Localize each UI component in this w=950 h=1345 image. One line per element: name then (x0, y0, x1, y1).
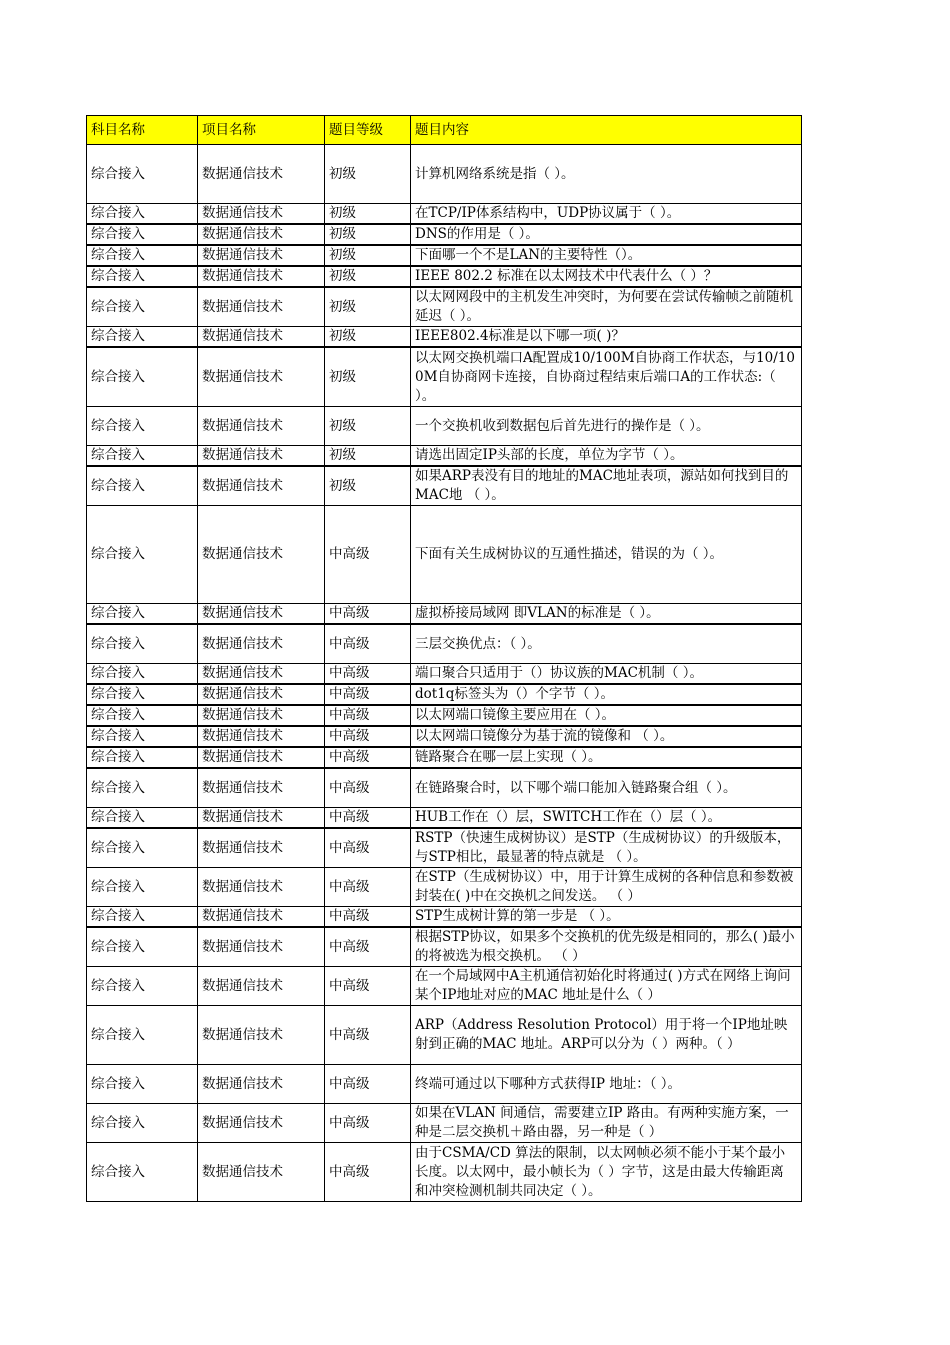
cell-content[interactable]: 计算机网络系统是指（ ）。 (411, 145, 802, 204)
cell-content[interactable]: 由于CSMA/CD 算法的限制，以太网帧必须不能小于某个最小长度。以太网中，最小帧长为（ ）字节，这是由最大传输距离和冲突检测机制共同决定（ ）。 (411, 1143, 802, 1202)
cell-project[interactable]: 数据通信技术 (198, 808, 325, 829)
cell-content[interactable]: ARP（Address Resolution Protocol）用于将一个IP地址映射到正确的MAC 地址。ARP可以分为（ ）两种。（ ） (411, 1006, 802, 1065)
cell-level[interactable]: 中高级 (325, 506, 411, 604)
cell-project[interactable]: 数据通信技术 (198, 466, 325, 506)
cell-project[interactable]: 数据通信技术 (198, 927, 325, 967)
cell-subject[interactable]: 综合接入 (87, 204, 198, 225)
cell-subject[interactable]: 综合接入 (87, 828, 198, 868)
table-row (87, 868, 802, 907)
cell-level[interactable]: 初级 (325, 145, 411, 204)
cell-level[interactable]: 初级 (325, 245, 411, 266)
cell-project[interactable]: 数据通信技术 (198, 446, 325, 467)
table-row (87, 726, 802, 747)
cell-level[interactable]: 中高级 (325, 1104, 411, 1143)
header-level[interactable]: 题目等级 (325, 116, 411, 145)
cell-level[interactable]: 中高级 (325, 604, 411, 625)
table-row (87, 624, 802, 664)
cell-level[interactable]: 中高级 (325, 967, 411, 1006)
cell-subject[interactable]: 综合接入 (87, 726, 198, 747)
cell-project[interactable]: 数据通信技术 (198, 684, 325, 705)
cell-subject[interactable]: 综合接入 (87, 705, 198, 726)
cell-level[interactable]: 中高级 (325, 1006, 411, 1065)
cell-subject[interactable]: 综合接入 (87, 446, 198, 467)
table-row (87, 245, 802, 266)
cell-subject[interactable]: 综合接入 (87, 868, 198, 907)
cell-project[interactable]: 数据通信技术 (198, 868, 325, 907)
cell-content[interactable]: DNS的作用是（ ）。 (411, 224, 802, 245)
cell-project[interactable]: 数据通信技术 (198, 604, 325, 625)
table-row (87, 1143, 802, 1202)
cell-level[interactable]: 中高级 (325, 664, 411, 685)
cell-level[interactable]: 初级 (325, 347, 411, 407)
cell-content[interactable]: IEEE802.4标准是以下哪一项( )？ (411, 327, 802, 348)
table-row (87, 927, 802, 967)
cell-content[interactable]: 在一个局域网中A主机通信初始化时将通过( )方式在网络上询问某个IP地址对应的MAC 地址是什么（ ） (411, 967, 802, 1006)
cell-subject[interactable]: 综合接入 (87, 506, 198, 604)
cell-content[interactable]: 以太网端口镜像分为基于流的镜像和 （ ）。 (411, 726, 802, 747)
cell-project[interactable]: 数据通信技术 (198, 726, 325, 747)
cell-content[interactable]: 根据STP协议，如果多个交换机的优先级是相同的，那么( )最小的将被选为根交换机。 （ ） (411, 927, 802, 967)
table-row (87, 446, 802, 467)
header-subject[interactable]: 科目名称 (87, 116, 198, 145)
cell-subject[interactable]: 综合接入 (87, 768, 198, 808)
cell-project[interactable]: 数据通信技术 (198, 407, 325, 446)
table-row (87, 266, 802, 287)
cell-project[interactable]: 数据通信技术 (198, 266, 325, 287)
table-row (87, 967, 802, 1006)
cell-level[interactable]: 初级 (325, 466, 411, 506)
table-row (87, 506, 802, 604)
cell-subject[interactable]: 综合接入 (87, 747, 198, 768)
cell-project[interactable]: 数据通信技术 (198, 747, 325, 768)
cell-project[interactable]: 数据通信技术 (198, 245, 325, 266)
cell-project[interactable]: 数据通信技术 (198, 1143, 325, 1202)
cell-project[interactable]: 数据通信技术 (198, 705, 325, 726)
table-row (87, 828, 802, 868)
cell-subject[interactable]: 综合接入 (87, 145, 198, 204)
cell-content[interactable]: 在STP（生成树协议）中，用于计算生成树的各种信息和参数被封装在( )中在交换机之间发送。 （ ） (411, 868, 802, 907)
cell-content[interactable]: 链路聚合在哪一层上实现（ ）。 (411, 747, 802, 768)
cell-content[interactable]: 在链路聚合时，以下哪个端口能加入链路聚合组（ ）。 (411, 768, 802, 808)
cell-subject[interactable]: 综合接入 (87, 466, 198, 506)
table-row (87, 808, 802, 829)
table-row (87, 768, 802, 808)
cell-project[interactable]: 数据通信技术 (198, 1006, 325, 1065)
cell-subject[interactable]: 综合接入 (87, 245, 198, 266)
cell-subject[interactable]: 综合接入 (87, 907, 198, 928)
cell-content[interactable]: 端口聚合只适用于（）协议族的MAC机制（ ）。 (411, 664, 802, 685)
cell-content[interactable]: 终端可通过以下哪种方式获得IP 地址：（ ）。 (411, 1065, 802, 1104)
cell-subject[interactable]: 综合接入 (87, 684, 198, 705)
table-row (87, 327, 802, 348)
cell-project[interactable]: 数据通信技术 (198, 224, 325, 245)
table-row (87, 1104, 802, 1143)
cell-level[interactable]: 中高级 (325, 624, 411, 664)
cell-level[interactable]: 初级 (325, 327, 411, 348)
cell-level[interactable]: 初级 (325, 266, 411, 287)
table-row (87, 907, 802, 928)
table-row (87, 664, 802, 685)
cell-level[interactable]: 中高级 (325, 868, 411, 907)
table-row (87, 747, 802, 768)
cell-content[interactable]: 请选出固定IP头部的长度，单位为字节（ ）。 (411, 446, 802, 467)
cell-subject[interactable]: 综合接入 (87, 664, 198, 685)
cell-project[interactable]: 数据通信技术 (198, 1104, 325, 1143)
cell-subject[interactable]: 综合接入 (87, 1143, 198, 1202)
cell-subject[interactable]: 综合接入 (87, 266, 198, 287)
cell-content[interactable]: 如果在VLAN 间通信，需要建立IP 路由。有两种实施方案，一种是二层交换机＋路由器，另一种是（ ） (411, 1104, 802, 1143)
cell-level[interactable]: 中高级 (325, 808, 411, 829)
cell-content[interactable]: RSTP（快速生成树协议）是STP（生成树协议）的升级版本，与STP相比，最显著的特点就是 （ ）。 (411, 828, 802, 868)
cell-level[interactable]: 中高级 (325, 1143, 411, 1202)
cell-project[interactable]: 数据通信技术 (198, 204, 325, 225)
cell-content[interactable]: dot1q标签头为（）个字节（ ）。 (411, 684, 802, 705)
cell-content[interactable]: 虚拟桥接局域网 即VLAN的标准是（ ）。 (411, 604, 802, 625)
header-row (87, 116, 802, 145)
table-row (87, 407, 802, 446)
cell-subject[interactable]: 综合接入 (87, 327, 198, 348)
cell-project[interactable]: 数据通信技术 (198, 624, 325, 664)
cell-subject[interactable]: 综合接入 (87, 287, 198, 327)
cell-subject[interactable]: 综合接入 (87, 1006, 198, 1065)
cell-level[interactable]: 中高级 (325, 705, 411, 726)
cell-subject[interactable]: 综合接入 (87, 224, 198, 245)
cell-content[interactable]: STP生成树计算的第一步是 （ ）。 (411, 907, 802, 928)
cell-content[interactable]: 在TCP/IP体系结构中，UDP协议属于（ ）。 (411, 204, 802, 225)
cell-project[interactable]: 数据通信技术 (198, 506, 325, 604)
table-row (87, 604, 802, 625)
cell-content[interactable]: 以太网网段中的主机发生冲突时，为何要在尝试传输帧之前随机延迟（ ）。 (411, 287, 802, 327)
spreadsheet (86, 115, 801, 1202)
cell-content[interactable]: 一个交换机收到数据包后首先进行的操作是（ ）。 (411, 407, 802, 446)
table-row (87, 1065, 802, 1104)
cell-level[interactable]: 初级 (325, 287, 411, 327)
cell-level[interactable]: 中高级 (325, 768, 411, 808)
cell-content[interactable]: 以太网端口镜像主要应用在（ ）。 (411, 705, 802, 726)
table-row (87, 287, 802, 327)
cell-level[interactable]: 中高级 (325, 684, 411, 705)
table-row (87, 224, 802, 245)
cell-content[interactable]: HUB工作在（）层，SWITCH工作在（）层（ ）。 (411, 808, 802, 829)
cell-subject[interactable]: 综合接入 (87, 1104, 198, 1143)
cell-project[interactable]: 数据通信技术 (198, 347, 325, 407)
table-row (87, 1006, 802, 1065)
cell-content[interactable]: 以太网交换机端口A配置成10/100M自协商工作状态，与10/100M自协商网卡连接，自协商过程结束后端口A的工作状态:（ ）。 (411, 347, 802, 407)
header-project[interactable]: 项目名称 (198, 116, 325, 145)
cell-project[interactable]: 数据通信技术 (198, 907, 325, 928)
cell-level[interactable]: 中高级 (325, 726, 411, 747)
header-content[interactable]: 题目内容 (411, 116, 802, 145)
cell-project[interactable]: 数据通信技术 (198, 828, 325, 868)
cell-subject[interactable]: 综合接入 (87, 624, 198, 664)
cell-level[interactable]: 初级 (325, 204, 411, 225)
cell-content[interactable]: 下面有关生成树协议的互通性描述，错误的为（ ）。 (411, 506, 802, 604)
cell-level[interactable]: 中高级 (325, 747, 411, 768)
cell-project[interactable]: 数据通信技术 (198, 664, 325, 685)
cell-level[interactable]: 中高级 (325, 907, 411, 928)
table-row (87, 145, 802, 204)
cell-project[interactable]: 数据通信技术 (198, 327, 325, 348)
table-row (87, 684, 802, 705)
cell-project[interactable]: 数据通信技术 (198, 287, 325, 327)
cell-content[interactable]: 三层交换优点：（ ）。 (411, 624, 802, 664)
cell-content[interactable]: 下面哪一个不是LAN的主要特性（）。 (411, 245, 802, 266)
table-row (87, 466, 802, 506)
table-row (87, 204, 802, 225)
cell-content[interactable]: 如果ARP表没有目的地址的MAC地址表项，源站如何找到目的MAC地 （ ）。 (411, 466, 802, 506)
cell-project[interactable]: 数据通信技术 (198, 967, 325, 1006)
cell-subject[interactable]: 综合接入 (87, 604, 198, 625)
cell-level[interactable]: 初级 (325, 224, 411, 245)
cell-project[interactable]: 数据通信技术 (198, 145, 325, 204)
table-row (87, 347, 802, 407)
cell-level[interactable]: 初级 (325, 446, 411, 467)
table-row (87, 705, 802, 726)
cell-project[interactable]: 数据通信技术 (198, 768, 325, 808)
cell-project[interactable]: 数据通信技术 (198, 1065, 325, 1104)
cell-level[interactable]: 中高级 (325, 927, 411, 967)
cell-subject[interactable]: 综合接入 (87, 407, 198, 446)
cell-subject[interactable]: 综合接入 (87, 1065, 198, 1104)
cell-subject[interactable]: 综合接入 (87, 927, 198, 967)
cell-level[interactable]: 初级 (325, 407, 411, 446)
question-table (86, 115, 802, 1202)
cell-level[interactable]: 中高级 (325, 828, 411, 868)
cell-subject[interactable]: 综合接入 (87, 808, 198, 829)
cell-subject[interactable]: 综合接入 (87, 967, 198, 1006)
cell-level[interactable]: 中高级 (325, 1065, 411, 1104)
cell-subject[interactable]: 综合接入 (87, 347, 198, 407)
cell-content[interactable]: IEEE 802.2 标准在以太网技术中代表什么（ ）？ (411, 266, 802, 287)
